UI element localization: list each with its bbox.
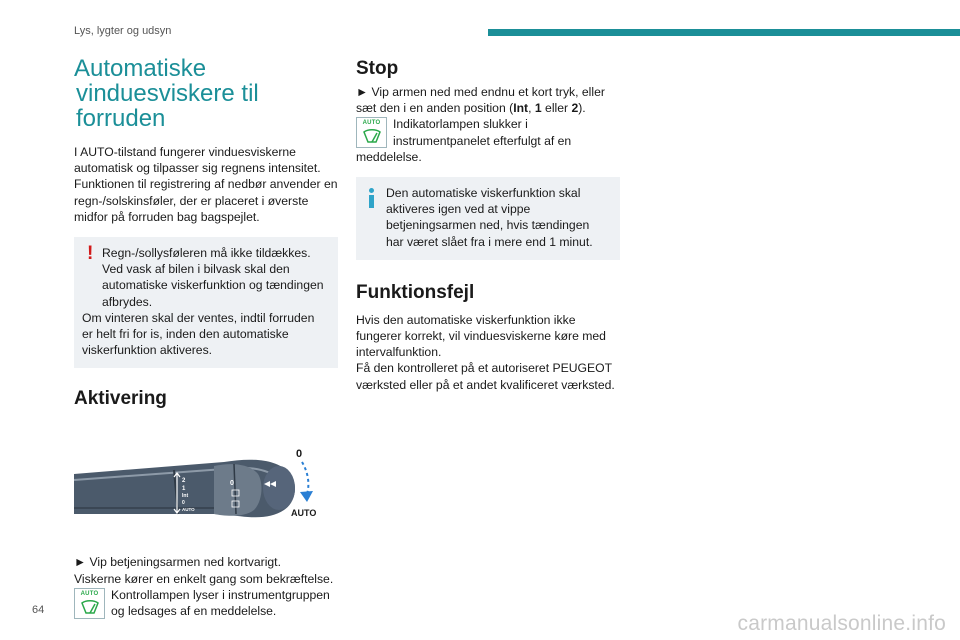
activation-lamp-text: Kontrollampen lyser i instrumentgruppen og ledsages af en meddelelse. xyxy=(111,587,330,619)
activation-heading: Aktivering xyxy=(74,388,167,410)
auto-lamp-label: AUTO xyxy=(362,120,381,127)
header-accent-bar xyxy=(488,29,960,36)
fault-text-2: Få den kontrolleret på et autoriseret PEUGEOT værksted eller på et andet kvalificeret værksted. xyxy=(356,361,615,392)
wiper-stalk-diagram xyxy=(74,432,338,530)
info-icon xyxy=(369,188,374,208)
info-note xyxy=(356,177,620,260)
section-title xyxy=(74,56,338,131)
position-zero-label: 0 xyxy=(296,448,303,461)
stalk-label-2: 2 xyxy=(182,478,186,485)
middle-column xyxy=(356,56,620,393)
stop-lamp-row xyxy=(356,116,620,165)
warning-text-2: Ved vask af bilen i bilvask skal den automatiske viskerfunktion og tændingen afbrydes. xyxy=(102,262,324,309)
info-text: Den automatiske viskerfunktion skal aktiveres igen ved at vippe betjeningsarmen ned, hvis tændingen har været slået fra i mere end 1 minut. xyxy=(386,186,593,249)
auto-wiper-lamp-icon xyxy=(74,588,105,619)
auto-wiper-lamp-icon xyxy=(356,117,387,148)
watermark: carmanualsonline.info xyxy=(737,612,946,635)
activation-lamp-row xyxy=(74,587,338,619)
fault-heading: Funktionsfejl xyxy=(356,281,475,303)
stalk-label-0: 0 xyxy=(182,500,185,507)
running-header: Lys, lygter og udsyn xyxy=(74,25,172,37)
auto-lamp-label: AUTO xyxy=(80,590,99,597)
activation-step: ► Vip betjeningsarmen ned kortvarigt. xyxy=(74,555,281,570)
left-column xyxy=(74,56,338,619)
stop-heading: Stop xyxy=(356,58,399,79)
warning-icon: ! xyxy=(87,243,94,265)
wiper-stalk-illustration xyxy=(74,432,338,530)
page-number: 64 xyxy=(32,604,45,616)
warning-note xyxy=(74,237,338,368)
warning-text-3: Om vinteren skal der ventes, indtil forruden er helt fri for is, inden den automatiske viskerfunktion aktiveres. xyxy=(82,310,315,358)
fault-text-1: Hvis den automatiske viskerfunktion ikke fungerer korrekt, vil vinduesviskerne køre med intervalfunktion. xyxy=(356,312,606,360)
section-title-line2: vinduesviskere til forruden xyxy=(76,80,259,132)
stalk-label-auto: AUTO xyxy=(182,507,195,513)
knob-label-0: 0 xyxy=(230,480,234,488)
section-title-line1: Automatiske xyxy=(74,55,207,82)
intro-paragraph: I AUTO-tilstand fungerer vinduesviskerne automatisk og tilpasser sig regnens intensitet. Funktionen til registrering af nedbør anvender en regn-/solskinsføler, der er placeret i øverste midfor på forruden bag bagspejlet. xyxy=(74,145,338,224)
stop-lamp-text: Indikatorlampen slukker i instrumentpanelet efterfulgt af en meddelelse. xyxy=(356,117,572,164)
stop-step: ► Vip armen ned med endnu et kort tryk, eller sæt den i en anden position (Int, 1 eller 2). xyxy=(356,85,605,116)
position-auto-label: AUTO xyxy=(291,508,317,519)
activation-text: Viskerne kører en enkelt gang som bekræftelse. xyxy=(74,571,334,586)
stalk-label-1: 1 xyxy=(182,486,186,493)
warning-text-1: Regn-/sollysføleren må ikke tildækkes. xyxy=(102,246,311,261)
stalk-label-int: Int xyxy=(182,493,189,500)
